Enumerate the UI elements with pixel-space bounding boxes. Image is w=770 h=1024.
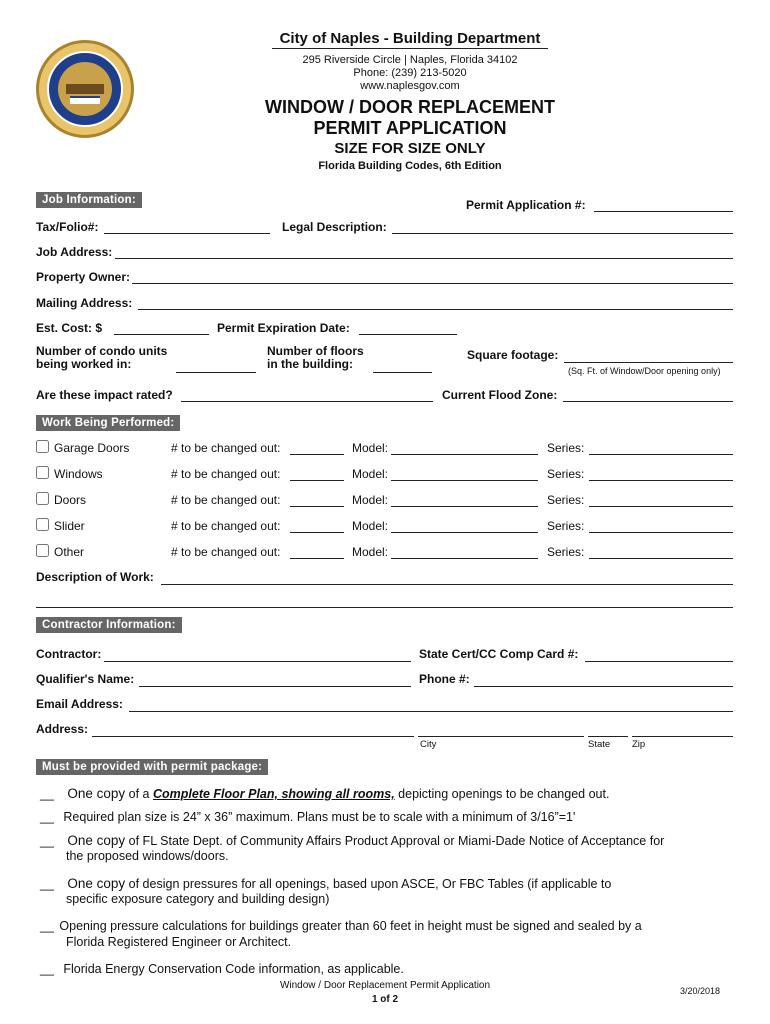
form-title-line2: PERMIT APPLICATION — [313, 118, 507, 138]
doors-label: Doors — [54, 493, 87, 507]
flood-zone-label: Current Flood Zone: — [442, 388, 558, 402]
zip-input[interactable] — [632, 723, 733, 737]
qualifier-name-label: Qualifier's Name: — [36, 672, 135, 686]
garage-doors-count-input[interactable] — [290, 441, 344, 455]
condo-units-label-line2: being worked in: — [36, 357, 132, 371]
design-pressures-text-line2: specific exposure category and building design) — [66, 892, 330, 906]
building-code-edition: Florida Building Codes, 6th Edition — [318, 160, 502, 172]
contractor-phone-label: Phone #: — [419, 672, 470, 686]
doors-count-label: # to be changed out: — [171, 493, 281, 507]
floors-input[interactable] — [373, 359, 432, 373]
permit-package-header: Must be provided with permit package: — [36, 759, 268, 775]
state-cert-label: State Cert/CC Comp Card #: — [419, 647, 579, 661]
condo-units-label-line1: Number of condo units — [36, 344, 168, 358]
slider-count-label: # to be changed out: — [171, 519, 281, 533]
condo-units-input[interactable] — [176, 359, 256, 373]
product-approval-checkline[interactable]: __ — [40, 834, 54, 848]
garage-doors-count-label: # to be changed out: — [171, 441, 281, 455]
slider-model-label: Model: — [352, 519, 389, 533]
department-address: 295 Riverside Circle | Naples, Florida 34102 — [302, 54, 518, 66]
floor-plan-checkline[interactable]: __ — [40, 787, 54, 801]
city-input[interactable] — [418, 723, 584, 737]
product-approval-text-line2: the proposed windows/doors. — [66, 849, 229, 863]
floor-plan-text-rest: depicting openings to be changed out. — [394, 787, 610, 801]
est-cost-input[interactable] — [114, 321, 209, 335]
form-subtitle: SIZE FOR SIZE ONLY — [334, 140, 486, 157]
garage-doors-model-input[interactable] — [391, 441, 538, 455]
email-address-label: Email Address: — [36, 697, 123, 711]
footer-form-name: Window / Door Replacement Permit Application — [279, 980, 491, 991]
impact-rated-input[interactable] — [181, 388, 433, 402]
windows-model-label: Model: — [352, 467, 389, 481]
slider-model-input[interactable] — [391, 519, 538, 533]
product-approval-one-copy: One copy — [67, 833, 126, 848]
garage-doors-series-input[interactable] — [589, 441, 733, 455]
slider-series-input[interactable] — [589, 519, 733, 533]
property-owner-input[interactable] — [132, 270, 733, 284]
garage-doors-checkbox[interactable] — [36, 440, 49, 453]
other-model-input[interactable] — [391, 545, 538, 559]
other-series-label: Series: — [547, 545, 585, 559]
package-item-pressure-calcs — [40, 919, 642, 934]
state-caption: State — [588, 739, 611, 750]
property-owner-label: Property Owner: — [36, 270, 131, 284]
description-of-work-label: Description of Work: — [36, 570, 154, 584]
windows-series-label: Series: — [547, 467, 585, 481]
other-label: Other — [54, 545, 85, 559]
garage-doors-label: Garage Doors — [54, 441, 130, 455]
design-pressures-one-copy: One copy — [67, 876, 126, 891]
tax-folio-label: Tax/Folio#: — [36, 220, 99, 234]
floors-label-line2: in the building: — [267, 357, 353, 371]
other-series-input[interactable] — [589, 545, 733, 559]
zip-caption: Zip — [632, 739, 646, 750]
package-item-product-approval — [40, 833, 664, 849]
floors-label-line1: Number of floors — [267, 344, 364, 358]
form-title-line1: WINDOW / DOOR REPLACEMENT — [265, 97, 555, 117]
seal-boat — [70, 96, 100, 104]
seal-core — [58, 62, 112, 116]
floor-plan-emphasis: Complete Floor Plan, showing all rooms, — [152, 787, 395, 801]
windows-label: Windows — [54, 467, 103, 481]
seal-ribbon — [66, 84, 104, 94]
contractor-address-input[interactable] — [92, 723, 414, 737]
design-pressures-text: of design pressures for all openings, based upon ASCE, Or FBC Tables (if applicable to — [125, 877, 612, 891]
seal-ring — [47, 51, 123, 127]
package-item-floor-plan — [40, 786, 609, 802]
email-address-input[interactable] — [129, 698, 733, 712]
est-cost-label: Est. Cost: $ — [36, 321, 103, 335]
city-caption: City — [420, 739, 437, 750]
flood-zone-input[interactable] — [563, 388, 733, 402]
mailing-address-input[interactable] — [138, 296, 733, 310]
state-cert-input[interactable] — [585, 648, 733, 662]
legal-description-input[interactable] — [392, 220, 733, 234]
product-approval-text: of FL State Dept. of Community Affairs Product Approval or Miami-Dade Notice of Acceptance for — [125, 834, 665, 848]
job-address-label: Job Address: — [36, 245, 113, 259]
windows-series-input[interactable] — [589, 467, 733, 481]
doors-series-input[interactable] — [589, 493, 733, 507]
qualifier-name-input[interactable] — [139, 673, 411, 687]
city-seal — [36, 40, 134, 138]
pressure-calcs-checkline[interactable]: __ — [40, 919, 54, 933]
work-performed-header: Work Being Performed: — [36, 415, 180, 431]
floor-plan-one-copy: One copy — [67, 786, 126, 801]
other-checkbox[interactable] — [36, 544, 49, 557]
impact-rated-label: Are these impact rated? — [36, 388, 173, 402]
description-of-work-input-line2[interactable] — [36, 594, 733, 608]
footer-date: 3/20/2018 — [680, 986, 721, 996]
state-input[interactable] — [588, 723, 628, 737]
slider-count-input[interactable] — [290, 519, 344, 533]
footer-page-number: 1 of 2 — [371, 994, 399, 1005]
contractor-phone-input[interactable] — [474, 673, 733, 687]
tax-folio-input[interactable] — [104, 220, 270, 234]
package-item-design-pressures — [40, 876, 611, 892]
floor-plan-text-of: of a — [125, 787, 153, 801]
department-website: www.naplesgov.com — [360, 80, 460, 92]
windows-checkbox[interactable] — [36, 466, 49, 479]
energy-code-text: Florida Energy Conservation Code information, as applicable. — [63, 962, 404, 976]
slider-checkbox[interactable] — [36, 518, 49, 531]
square-footage-label: Square footage: — [467, 348, 559, 362]
pressure-calcs-text: Opening pressure calculations for buildings greater than 60 feet in height must be signed and sealed by a — [59, 919, 642, 933]
garage-doors-series-label: Series: — [547, 441, 585, 455]
garage-doors-model-label: Model: — [352, 441, 389, 455]
contractor-address-label: Address: — [36, 722, 89, 736]
slider-label: Slider — [54, 519, 85, 533]
department-name: City of Naples - Building Department — [272, 30, 548, 49]
department-phone: Phone: (239) 213-5020 — [353, 67, 467, 79]
package-item-plan-size — [40, 810, 575, 825]
plan-size-checkline[interactable]: __ — [40, 810, 54, 824]
permit-expiration-label: Permit Expiration Date: — [217, 321, 350, 335]
permit-application-label: Permit Application #: — [466, 198, 586, 212]
contractor-label: Contractor: — [36, 647, 102, 661]
job-information-header: Job Information: — [36, 192, 142, 208]
plan-size-text: Required plan size is 24” x 36” maximum. Plans must be to scale with a minimum of 3/16”=1' — [63, 810, 576, 824]
doors-checkbox[interactable] — [36, 492, 49, 505]
windows-model-input[interactable] — [391, 467, 538, 481]
doors-count-input[interactable] — [290, 493, 344, 507]
design-pressures-checkline[interactable]: __ — [40, 877, 54, 891]
job-address-input[interactable] — [115, 245, 733, 259]
legal-description-label: Legal Description: — [282, 220, 387, 234]
square-footage-input[interactable] — [564, 349, 733, 363]
doors-model-input[interactable] — [391, 493, 538, 507]
other-count-label: # to be changed out: — [171, 545, 281, 559]
permit-expiration-input[interactable] — [359, 321, 457, 335]
windows-count-input[interactable] — [290, 467, 344, 481]
energy-code-checkline[interactable]: __ — [40, 962, 54, 976]
other-model-label: Model: — [352, 545, 389, 559]
contractor-information-header: Contractor Information: — [36, 617, 182, 633]
contractor-input[interactable] — [104, 648, 411, 662]
windows-count-label: # to be changed out: — [171, 467, 281, 481]
doors-model-label: Model: — [352, 493, 389, 507]
description-of-work-input[interactable] — [161, 571, 733, 585]
mailing-address-label: Mailing Address: — [36, 296, 133, 310]
package-item-energy-code — [40, 962, 404, 977]
permit-application-input[interactable] — [594, 198, 733, 212]
slider-series-label: Series: — [547, 519, 585, 533]
square-footage-note: (Sq. Ft. of Window/Door opening only) — [568, 366, 721, 376]
other-count-input[interactable] — [290, 545, 344, 559]
pressure-calcs-text-line2: Florida Registered Engineer or Architect. — [66, 935, 292, 949]
doors-series-label: Series: — [547, 493, 585, 507]
